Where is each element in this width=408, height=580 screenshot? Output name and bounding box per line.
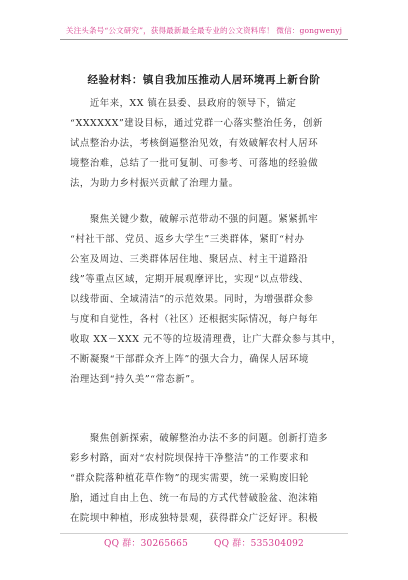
header-promo-note: 关注头条号“公文研究”，获得最新最全最专业的公文资料库！ 微信：gongwenyj [65,26,343,35]
footer-qq-group-1: QQ 群：30265665 [104,539,189,549]
paragraph-line: “群众院落种植花草作物”的现实需要，统一采购废旧轮 [70,473,309,484]
paragraph-line: 聚焦创新探索，破解整治办法不多的问题。创新打造多 [70,433,329,444]
paragraph-line: 法，为助力乡村振兴贡献了治理力量。 [70,178,239,189]
paragraph-line: 胎，通过自由上色、统一布局的方式代替破脸盆、泡沫箱 [70,493,319,504]
paragraph-line: 聚焦关键少数，破解示范带动不强的问题。紧紧抓牢 [70,214,319,225]
paragraph-line: 线”等重点区域，定期开展观摩评比，实现“以点带线、 [70,274,309,285]
paragraph-key-minority [70,210,342,390]
paragraph-line: 试点整治办法，考核倒逼整治见效，有效破解农村人居环 [70,138,319,149]
paragraph-line: 以线带面、全域清洁”的示范效果。同时，为增强群众参 [70,294,314,305]
footer-contact [0,536,408,549]
paragraph-line: 与度和自觉性，各村（社区）还根据实际情况，每户每年 [70,314,319,325]
paragraph-line: 不断凝聚“干部群众齐上阵”的强大合力，确保人居环境 [70,354,309,365]
paragraph-line: 彩乡村路，面对“农村院坝保持干净整洁”的工作要求和 [70,453,309,464]
footer-qq-group-2: QQ 群：535304092 [214,539,304,549]
paragraph-line: 近年来，XX 镇在县委、县政府的领导下，锚定 [70,98,297,109]
header-divider [60,39,348,40]
paragraph-line: 在院坝中种植，形成独特景观，获得群众广泛好评。积极 [70,513,319,524]
paragraph-intro [70,94,342,194]
paragraph-line: 公室及周边、三类群体居住地、聚居点、村主干道路沿 [70,254,309,265]
paragraph-line: 治理达到“持久美”“常态新”。 [70,374,201,385]
document-title: 经验材料：镇自我加压推动人居环境再上新台阶 [87,74,321,86]
footer-divider [60,533,348,534]
paragraph-innovation [70,429,342,529]
paragraph-line: “XXXXXX”建设目标，通过党群一心落实整治任务，创新 [70,118,323,129]
paragraph-line: 境整治难，总结了一批可复制、可参考、可落地的经验做 [70,158,319,169]
paragraph-line: “村社干部、党员、返乡大学生”三类群体，紧盯“村办 [70,234,305,245]
paragraph-line: 收取 XX－XXX 元不等的垃圾清理费，让广大群众参与其中， [70,334,342,345]
